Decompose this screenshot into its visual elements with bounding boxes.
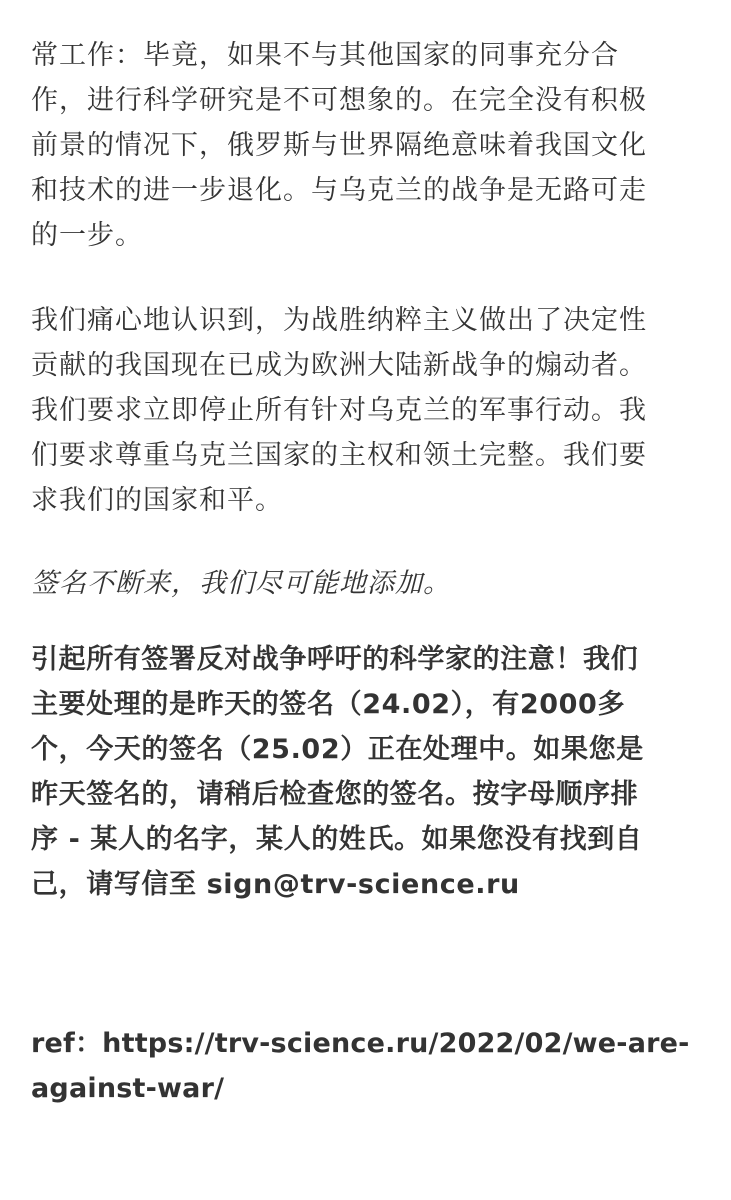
text-line: 常工作：毕竟，如果不与其他国家的同事充分合 [31,40,619,71]
text-line: 贡献的我国现在已成为欧洲大陆新战争的煽动者。 [31,350,647,381]
text-line: 作，进行科学研究是不可想象的。在完全没有积极 [31,85,647,116]
text-line: 个，今天的签名（25.02）正在处理中。如果您是 [31,734,644,765]
paragraph-signatures-note [31,561,451,606]
text-line: 序 - 某人的名字，某人的姓氏。如果您没有找到自 [31,824,643,855]
reference-link[interactable] [31,1021,690,1111]
text-line-email: 己，请写信至 sign@trv-science.ru [31,869,520,900]
text-line: 我们痛心地认识到，为战胜纳粹主义做出了决定性 [31,305,647,336]
paragraph-isolation [31,33,647,258]
text-line: 们要求尊重乌克兰国家的主权和领土完整。我们要 [31,440,647,471]
text-line: 我们要求立即停止所有针对乌克兰的军事行动。我 [31,395,647,426]
text-line: 引起所有签署反对战争呼吁的科学家的注意！我们 [31,644,639,675]
text-line: 昨天签名的，请稍后检查您的签名。按字母顺序排 [31,779,639,810]
paragraph-notice [31,637,644,907]
text-line[interactable]: ref：https://trv-science.ru/2022/02/we-are- [31,1028,690,1059]
paragraph-demands [31,298,647,523]
text-line: 签名不断来，我们尽可能地添加。 [31,568,451,599]
text-line: 求我们的国家和平。 [31,485,283,516]
text-line: 前景的情况下，俄罗斯与世界隔绝意味着我国文化 [31,130,647,161]
text-line: 的一步。 [31,220,143,251]
text-line: 主要处理的是昨天的签名（24.02），有2000多 [31,689,626,720]
text-line[interactable]: against-war/ [31,1073,225,1104]
text-line: 和技术的进一步退化。与乌克兰的战争是无路可走 [31,175,647,206]
